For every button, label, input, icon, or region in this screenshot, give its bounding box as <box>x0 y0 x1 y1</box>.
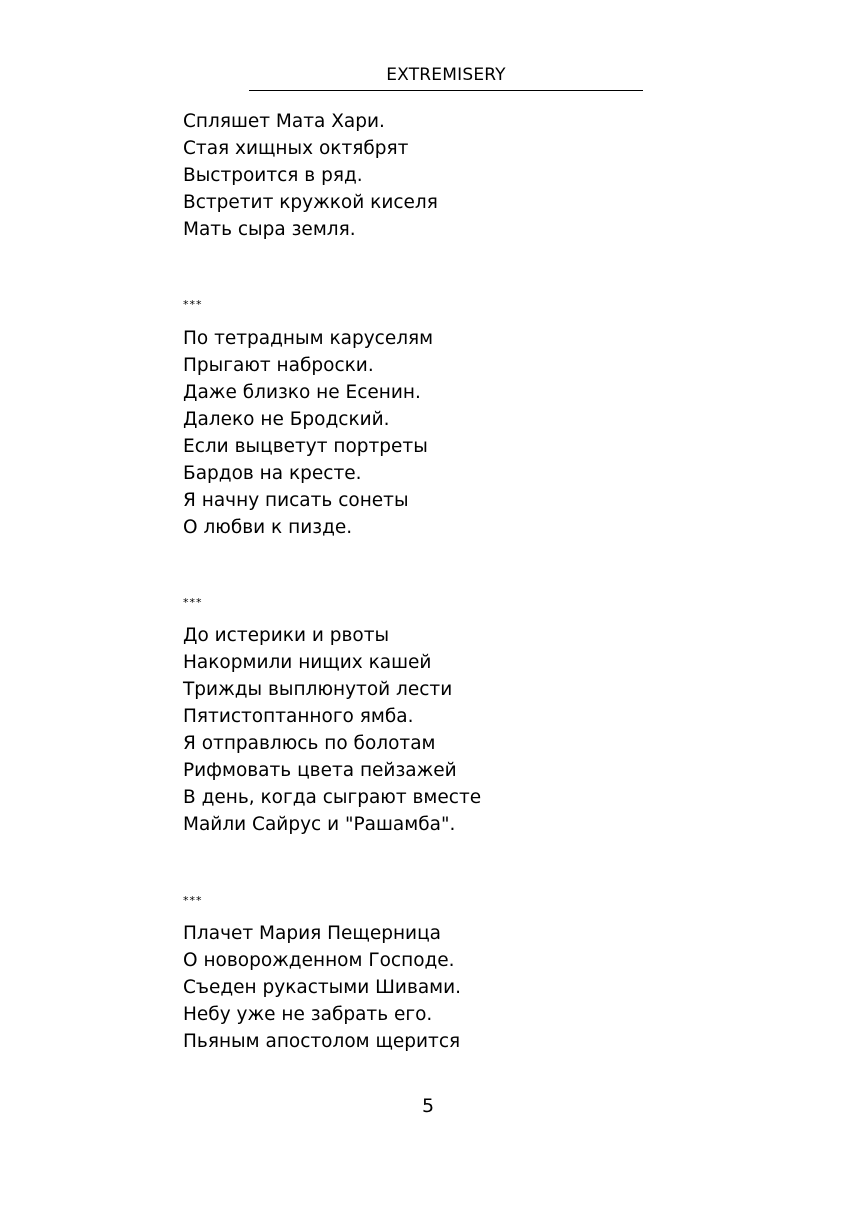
stanza-3-line-7: В день, когда сыграют вместе <box>183 787 482 808</box>
stanza-2-line-1: По тетрадным каруселям <box>183 328 434 349</box>
stanza-1-line-3: Выстроится в ряд. <box>183 165 363 186</box>
stanza-2-line-7: Я начну писать сонеты <box>183 490 409 511</box>
stanza-1-line-4: Встретит кружкой киселя <box>183 192 438 213</box>
stanza-1-line-2: Стая хищных октябрят <box>183 138 409 159</box>
stanza-2-separator: *** <box>183 298 203 311</box>
stanza-4-line-4: Небу уже не забрать его. <box>183 1004 433 1025</box>
stanza-3-line-5: Я отправлюсь по болотам <box>183 733 436 754</box>
stanza-3-line-8: Майли Сайрус и "Рашамба". <box>183 814 456 835</box>
stanza-4-separator: *** <box>183 894 203 907</box>
stanza-3-line-2: Накормили нищих кашей <box>183 652 432 673</box>
stanza-3-separator: *** <box>183 596 203 609</box>
stanza-1-line-1: Спляшет Мата Хари. <box>183 111 385 132</box>
stanza-2-line-8: О любви к пизде. <box>183 517 353 538</box>
stanza-1-line-5: Мать сыра земля. <box>183 219 356 240</box>
stanza-4-line-2: О новорожденном Господе. <box>183 950 455 971</box>
stanza-3-line-1: До истерики и рвоты <box>183 625 390 646</box>
stanza-3-line-4: Пятистоптанного ямба. <box>183 706 414 727</box>
stanza-2-line-6: Бардов на кресте. <box>183 463 362 484</box>
running-header-title: EXTREMISERY <box>386 65 506 85</box>
stanza-4-line-1: Плачет Мария Пещерница <box>183 923 442 944</box>
page-number: 5 <box>421 1095 435 1117</box>
stanza-2-line-4: Далеко не Бродский. <box>183 409 390 430</box>
header-rule <box>249 90 643 91</box>
stanza-4-line-3: Съеден рукастыми Шивами. <box>183 977 462 998</box>
stanza-3-line-3: Трижды выплюнутой лести <box>183 679 453 700</box>
stanza-2-line-5: Если выцветут портреты <box>183 436 428 457</box>
stanza-2-line-2: Прыгают наброски. <box>183 355 374 376</box>
stanza-3-line-6: Рифмовать цвета пейзажей <box>183 760 457 781</box>
stanza-4-line-5: Пьяным апостолом щерится <box>183 1031 461 1052</box>
stanza-2-line-3: Даже близко не Есенин. <box>183 382 421 403</box>
